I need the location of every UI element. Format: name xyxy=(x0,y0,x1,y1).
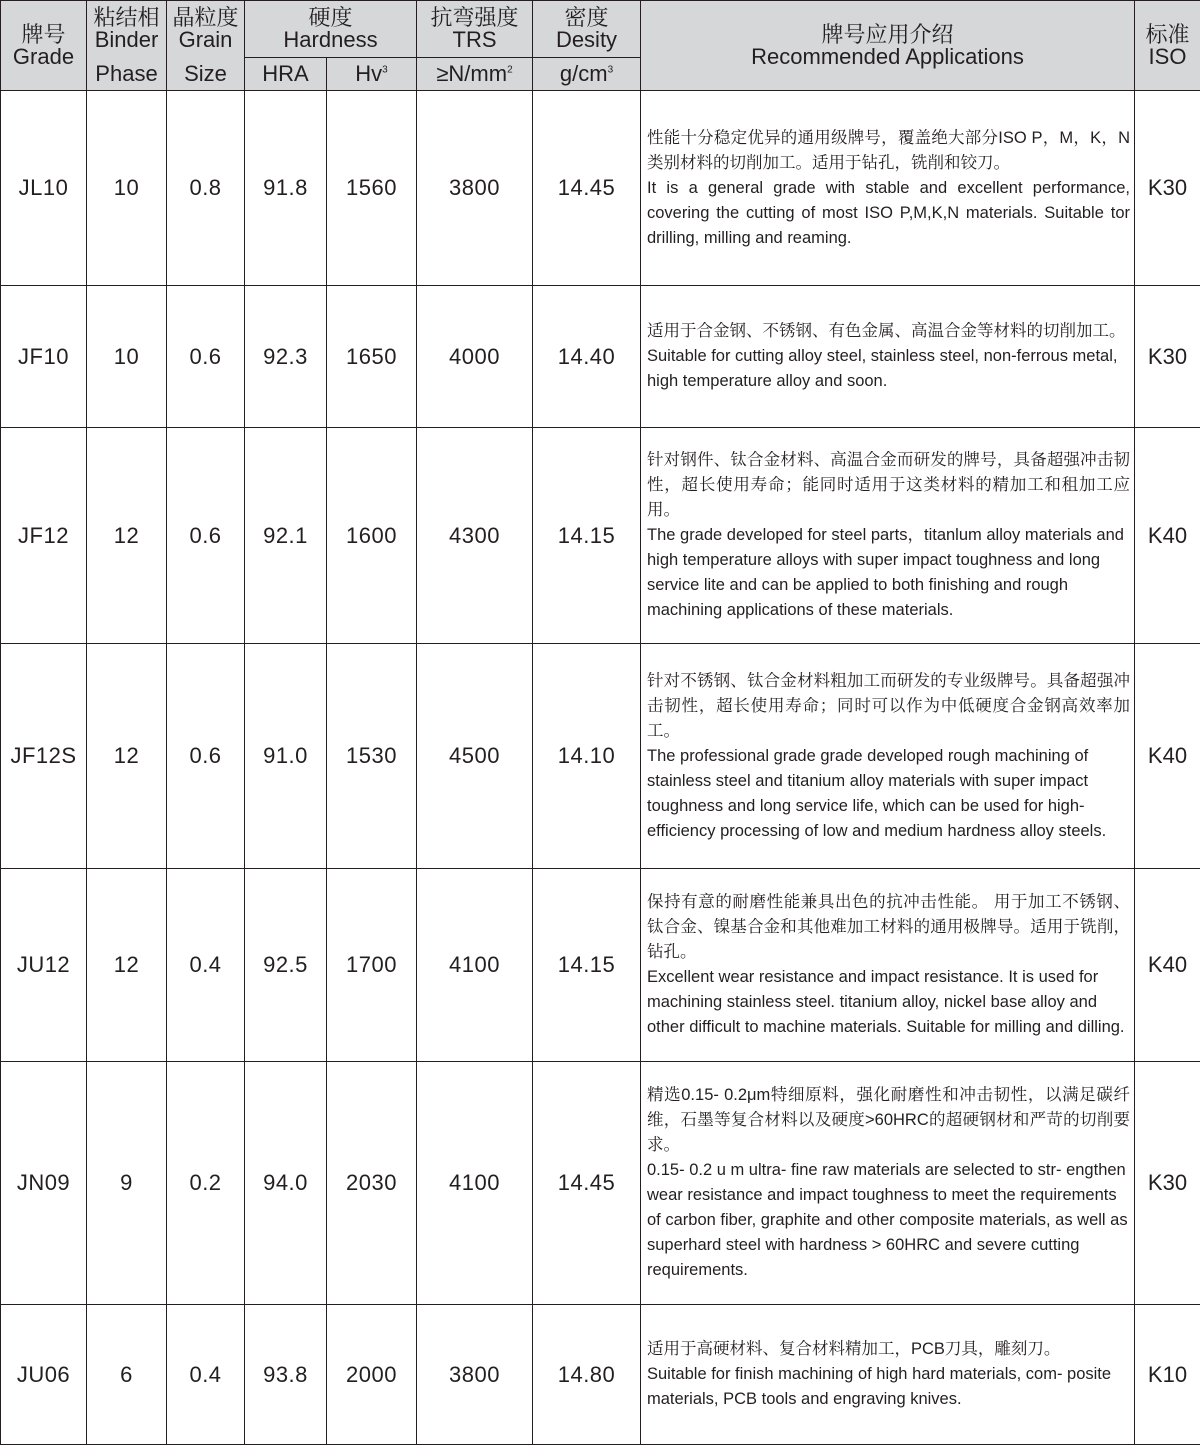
cell-grain: 0.4 xyxy=(167,1305,245,1445)
cell-density: 14.15 xyxy=(533,869,641,1062)
cell-application xyxy=(641,1305,1135,1445)
cell-trs: 3800 xyxy=(417,91,533,286)
header-applications-cn: 牌号应用介绍 xyxy=(821,21,954,47)
cell-grain: 0.6 xyxy=(167,286,245,428)
header-iso-en: ISO xyxy=(1148,43,1187,69)
header-binder-en1: Binder xyxy=(94,27,159,53)
header-density-en: Desity xyxy=(555,27,618,52)
application-cn: 适用于高硬材料、复合材料精加工，PCB刀具，雕刻刀。 xyxy=(647,1340,1061,1358)
header-density-unit-label: g/cm xyxy=(559,61,608,86)
application-en: The professional grade grade developed rough machining of stainless steel and titanium alloy materials with super impact toughness and long service life, which can be used for high-efficiency processing of low and medium hardness alloy steels. xyxy=(647,746,1107,840)
cell-iso: K30 xyxy=(1135,1062,1200,1305)
header-hv-sup: 3 xyxy=(382,64,388,76)
cell-trs: 4500 xyxy=(417,644,533,869)
application-cn: 适用于合金钢、不锈钢、有色金属、高温合金等材料的切削加工。 xyxy=(647,322,1126,340)
application-cn: 针对不锈钢、钛合金材料粗加工而研发的专业级牌号。具备超强冲击韧性，超长使用寿命；同时可以作为中低硬度合金钢高效率加工。 xyxy=(647,671,1130,740)
cell-grade: JF10 xyxy=(1,286,87,428)
cell-hv: 1560 xyxy=(327,91,417,286)
cell-hra: 92.5 xyxy=(245,869,327,1062)
cell-hra: 94.0 xyxy=(245,1062,327,1305)
header-hardness-en: Hardness xyxy=(283,27,378,52)
header-trs-cn: 抗弯强度 xyxy=(430,5,519,30)
cell-grain: 0.2 xyxy=(167,1062,245,1305)
cell-binder: 10 xyxy=(87,286,167,428)
cell-hra: 93.8 xyxy=(245,1305,327,1445)
table-row xyxy=(1,644,1200,869)
header-trs xyxy=(417,1,533,58)
cell-grain: 0.8 xyxy=(167,91,245,286)
cell-application xyxy=(641,286,1135,428)
cell-iso: K10 xyxy=(1135,1305,1200,1445)
cell-iso: K40 xyxy=(1135,644,1200,869)
cell-hra: 92.1 xyxy=(245,428,327,644)
header-trs-unit-label: ≥N/mm xyxy=(436,61,508,86)
cell-hv: 1700 xyxy=(327,869,417,1062)
cell-application xyxy=(641,644,1135,869)
application-en: Suitable for finish machining of high hard materials, com- posite materials, PCB tools and engraving knives. xyxy=(647,1365,1112,1408)
header-hra: HRA xyxy=(245,58,327,91)
table-header xyxy=(1,1,1200,91)
cell-application xyxy=(641,869,1135,1062)
cell-binder: 6 xyxy=(87,1305,167,1445)
cell-application xyxy=(641,428,1135,644)
cell-trs: 4100 xyxy=(417,869,533,1062)
header-hardness xyxy=(245,1,417,58)
cell-density: 14.45 xyxy=(533,91,641,286)
header-hv xyxy=(327,58,417,91)
cell-trs: 4000 xyxy=(417,286,533,428)
table-row xyxy=(1,286,1200,428)
table-row xyxy=(1,869,1200,1062)
header-trs-en: TRS xyxy=(452,27,497,52)
cell-grade: JL10 xyxy=(1,91,87,286)
header-iso-cn: 标准 xyxy=(1145,21,1190,47)
cell-density: 14.10 xyxy=(533,644,641,869)
cell-trs: 4300 xyxy=(417,428,533,644)
cell-binder: 12 xyxy=(87,644,167,869)
table-row xyxy=(1,91,1200,286)
application-en: The grade developed for steel parts，titanlum alloy materials and high temperature alloys with super impact toughness and long service lite and can be applied to both finishing and rough machining applications of these materials. xyxy=(647,526,1124,619)
header-density xyxy=(533,1,641,58)
cell-grain: 0.4 xyxy=(167,869,245,1062)
header-trs-unit-sup: 2 xyxy=(507,64,513,76)
cell-density: 14.40 xyxy=(533,286,641,428)
cell-hv: 1650 xyxy=(327,286,417,428)
cell-iso: K30 xyxy=(1135,91,1200,286)
cell-density: 14.80 xyxy=(533,1305,641,1445)
cell-iso: K40 xyxy=(1135,428,1200,644)
header-grade xyxy=(1,1,87,91)
header-iso xyxy=(1135,1,1200,91)
application-cn: 性能十分稳定优异的通用级牌号，覆盖绝大部分ISO P，M，K，N类别材料的切削加工。适用于钻孔，铣削和铰刀。 xyxy=(647,128,1130,172)
cell-grain: 0.6 xyxy=(167,644,245,869)
header-density-unit xyxy=(533,58,641,91)
cell-density: 14.45 xyxy=(533,1062,641,1305)
header-hv-label: Hv xyxy=(355,61,383,86)
application-en: 0.15- 0.2 u m ultra- fine raw materials are selected to str- engthen wear resistance and impact toughness to meet the requirements of carbon fiber, graphite and other composite materials, as well as superhard steel with hardness > 60HRC and severe cutting requirements. xyxy=(647,1161,1128,1279)
table-row xyxy=(1,1305,1200,1445)
header-applications-en: Recommended Applications xyxy=(751,43,1024,69)
cell-trs: 3800 xyxy=(417,1305,533,1445)
cell-hra: 91.8 xyxy=(245,91,327,286)
header-binder-en2: Phase xyxy=(87,58,167,91)
cell-application xyxy=(641,1062,1135,1305)
cell-grade: JF12 xyxy=(1,428,87,644)
table-row xyxy=(1,428,1200,644)
cell-hra: 92.3 xyxy=(245,286,327,428)
cell-hv: 1600 xyxy=(327,428,417,644)
header-applications xyxy=(641,1,1135,91)
header-density-unit-sup: 3 xyxy=(607,64,614,76)
cell-grade: JN09 xyxy=(1,1062,87,1305)
cell-iso: K30 xyxy=(1135,286,1200,428)
table-body xyxy=(1,91,1200,1445)
application-cn: 针对钢件、钛合金材料、高温合金而研发的牌号，具备超强冲击韧性，超长使用寿命；能同时适用于这类材料的精加工和租加工应用。 xyxy=(647,451,1130,519)
cell-application xyxy=(641,91,1135,286)
cell-binder: 10 xyxy=(87,91,167,286)
header-trs-unit xyxy=(417,58,533,91)
cell-grade: JU12 xyxy=(1,869,87,1062)
application-en: Suitable for cutting alloy steel, stainless steel, non-ferrous metal, high temperature alloy and soon. xyxy=(647,347,1118,390)
cell-binder: 12 xyxy=(87,869,167,1062)
header-hardness-cn: 硬度 xyxy=(308,5,353,30)
table-row xyxy=(1,1062,1200,1305)
header-density-cn: 密度 xyxy=(564,5,609,30)
header-grain-cn: 晶粒度 xyxy=(172,5,239,31)
header-binder-top xyxy=(87,1,167,58)
cell-grain: 0.6 xyxy=(167,428,245,644)
header-grain-top xyxy=(167,1,245,58)
cell-grade: JF12S xyxy=(1,644,87,869)
cell-hv: 2000 xyxy=(327,1305,417,1445)
cell-hv: 1530 xyxy=(327,644,417,869)
cell-binder: 9 xyxy=(87,1062,167,1305)
header-grade-cn: 牌号 xyxy=(21,21,66,47)
cell-iso: K40 xyxy=(1135,869,1200,1062)
cell-density: 14.15 xyxy=(533,428,641,644)
application-cn: 精选0.15- 0.2μm特细原料，强化耐磨性和冲击韧性，以满足碳纤维，石墨等复合材料以及硬度>60HRC的超硬钢材和严苛的切削要求。 xyxy=(647,1086,1130,1154)
application-cn: 保持有意的耐磨性能兼具出色的抗冲击性能。 用于加工不锈钢、钛合金、镍基合金和其他难加工材料的通用极牌导。适用于铣削，钻孔。 xyxy=(647,893,1130,961)
header-binder-cn: 粘结相 xyxy=(93,5,160,31)
header-grain-en1: Grain xyxy=(178,27,233,53)
cell-hv: 2030 xyxy=(327,1062,417,1305)
cell-hra: 91.0 xyxy=(245,644,327,869)
cell-grade: JU06 xyxy=(1,1305,87,1445)
header-grain-en2: Size xyxy=(167,58,245,91)
cell-trs: 4100 xyxy=(417,1062,533,1305)
application-en: It is a general grade with stable and excellent performance, covering the cutting of most ISO P,M,K,N materials. Suitable tor drilling, milling and reaming. xyxy=(647,178,1130,247)
application-en: Excellent wear resistance and impact resistance. It is used for machining stainless steel. titanium alloy, nickel base alloy and other difficult to machine materials. Suitable for milling and dilling. xyxy=(647,968,1125,1036)
header-grade-en: Grade xyxy=(12,43,75,69)
cell-binder: 12 xyxy=(87,428,167,644)
